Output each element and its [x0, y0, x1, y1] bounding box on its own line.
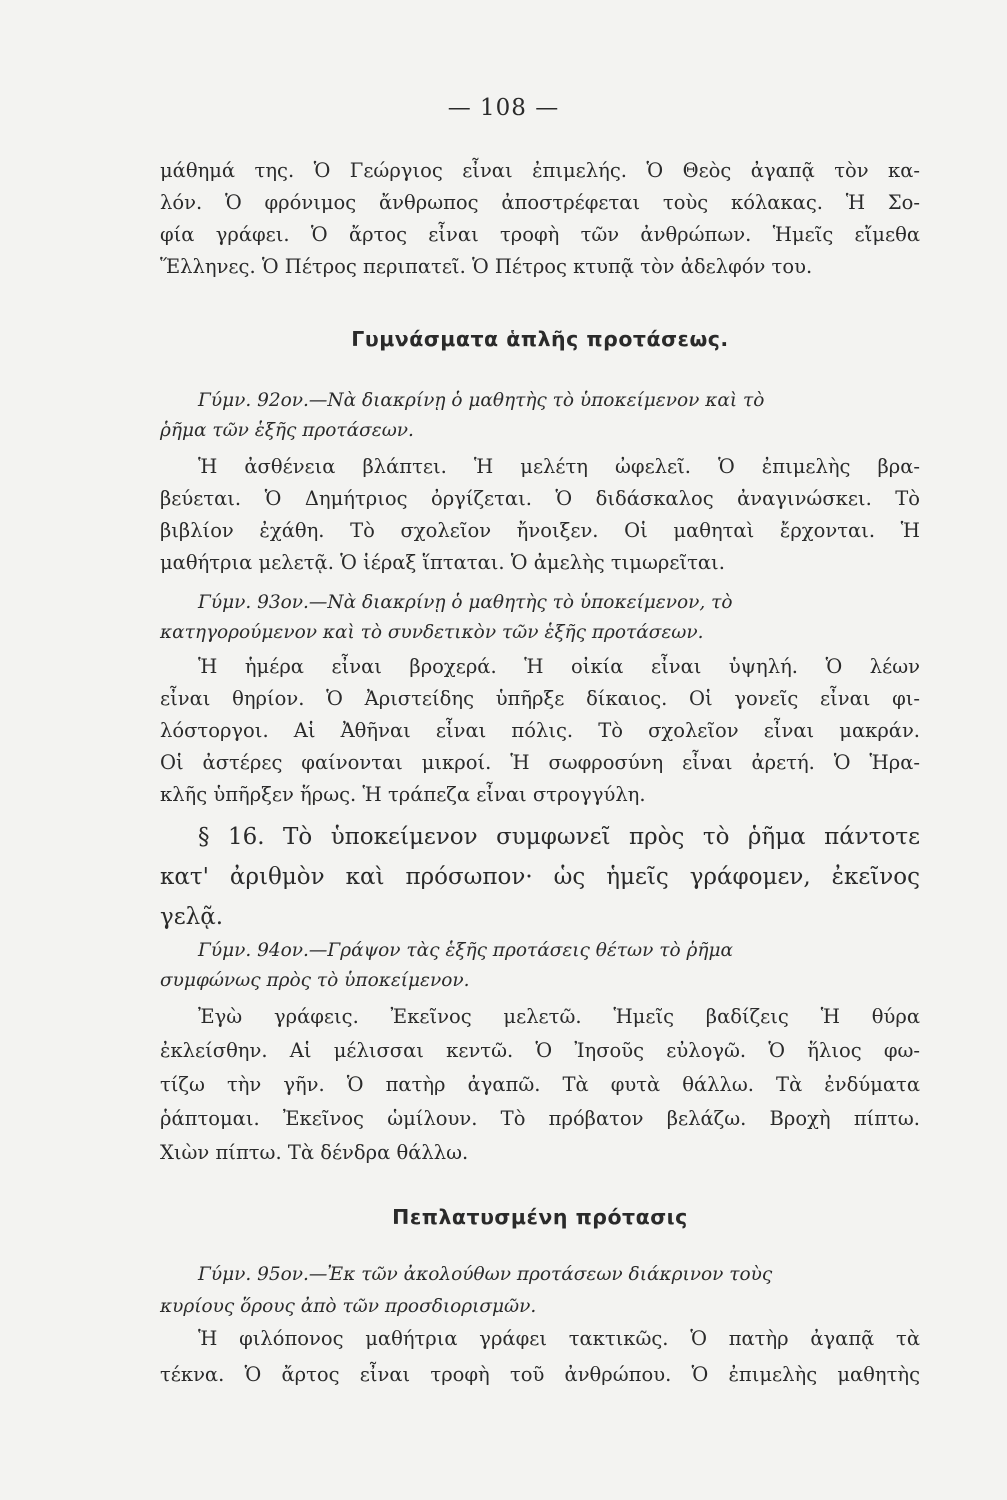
rule-line: § 16. Τὸ ὑποκείμενον συμφωνεῖ πρὸς τὸ ῥῆμα πάντοτε — [198, 824, 920, 850]
text-line: μαθήτρια μελετᾷ. Ὁ ἱέραξ ἵπταται. Ὁ ἀμελὴς τιμωρεῖται. — [160, 551, 725, 574]
section-heading: Γυμνάσματα ἁπλῆς προτάσεως. — [351, 327, 729, 351]
exercise-instruction: συμφώνως πρὸς τὸ ὑποκείμενον. — [160, 970, 470, 991]
text-line: Ἡ ἀσθένεια βλάπτει. Ἡ μελέτη ὠφελεῖ. Ὁ ἐπιμελὴς βρα- — [198, 455, 920, 478]
exercise-instruction: Γύμν. 94ον.—Γράψον τὰς ἑξῆς προτάσεις θέτων τὸ ῥῆμα — [198, 940, 734, 961]
text-line: ῥάπτομαι. Ἐκεῖνος ὡμίλουν. Τὸ πρόβατον βελάζω. Βροχὴ πίπτω. — [160, 1107, 920, 1130]
text-line: φία γράφει. Ὁ ἄρτος εἶναι τροφὴ τῶν ἀνθρώπων. Ἡμεῖς εἴμεθα — [160, 223, 920, 246]
exercise-instruction: Γύμν. 95ον.—Ἐκ τῶν ἀκολούθων προτάσεων διάκρινον τοὺς — [198, 1264, 773, 1285]
text-line: κλῆς ὑπῆρξεν ἥρως. Ἡ τράπεζα εἶναι στρογγύλη. — [160, 783, 646, 806]
text-line: Ἡ ἡμέρα εἶναι βροχερά. Ἡ οἰκία εἶναι ὑψηλή. Ὁ λέων — [198, 655, 920, 678]
text-line: Ἡ φιλόπονος μαθήτρια γράφει τακτικῶς. Ὁ πατὴρ ἀγαπᾷ τὰ — [198, 1327, 920, 1350]
text-line: ἐκλείσθην. Αἱ μέλισσαι κεντῶ. Ὁ Ἰησοῦς εὐλογῶ. Ὁ ἥλιος φω- — [160, 1039, 920, 1062]
text-line: βεύεται. Ὁ Δημήτριος ὀργίζεται. Ὁ διδάσκαλος ἀναγινώσκει. Τὸ — [160, 487, 920, 510]
text-line: Ἐγὼ γράφεις. Ἐκεῖνος μελετῶ. Ἡμεῖς βαδίζεις Ἡ θύρα — [198, 1005, 920, 1028]
text-line: εἶναι θηρίον. Ὁ Ἀριστείδης ὑπῆρξε δίκαιος. Οἱ γονεῖς εἶναι φι- — [160, 687, 920, 710]
text-line: Ἕλληνες. Ὁ Πέτρος περιπατεῖ. Ὁ Πέτρος κτυπᾷ τὸν ἀδελφόν του. — [160, 255, 813, 278]
exercise-instruction: ῥῆμα τῶν ἑξῆς προτάσεων. — [160, 420, 414, 441]
exercise-instruction: κατηγορούμενον καὶ τὸ συνδετικὸν τῶν ἑξῆς προτάσεων. — [160, 622, 704, 643]
exercise-instruction: κυρίους ὅρους ἀπὸ τῶν προσδιορισμῶν. — [160, 1296, 537, 1317]
text-line: Χιὼν πίπτω. Τὰ δένδρα θάλλω. — [160, 1141, 469, 1164]
rule-line: γελᾷ. — [160, 904, 224, 930]
rule-line: κατ' ἀριθμὸν καὶ πρόσωπον· ὡς ἡμεῖς γράφομεν, ἐκεῖνος — [160, 864, 920, 890]
text-line: τίζω τὴν γῆν. Ὁ πατὴρ ἀγαπῶ. Τὰ φυτὰ θάλλω. Τὰ ἐνδύματα — [160, 1073, 920, 1096]
text-line: βιβλίον ἐχάθη. Τὸ σχολεῖον ἤνοιξεν. Οἱ μαθηταὶ ἔρχονται. Ἡ — [160, 519, 920, 542]
text-line: λόστοργοι. Αἱ Ἀθῆναι εἶναι πόλις. Τὸ σχολεῖον εἶναι μακράν. — [160, 719, 920, 742]
page-number: — 108 — — [447, 95, 560, 121]
exercise-instruction: Γύμν. 92ον.—Νὰ διακρίνῃ ὁ μαθητὴς τὸ ὑποκείμενον καὶ τὸ — [198, 390, 765, 411]
text-line: Οἱ ἀστέρες φαίνονται μικροί. Ἡ σωφροσύνη εἶναι ἀρετή. Ὁ Ἡρα- — [160, 751, 920, 774]
text-line: μάθημά της. Ὁ Γεώργιος εἶναι ἐπιμελής. Ὁ Θεὸς ἀγαπᾷ τὸν κα- — [160, 159, 920, 182]
text-line: λόν. Ὁ φρόνιμος ἄνθρωπος ἀποστρέφεται τοὺς κόλακας. Ἡ Σο- — [160, 191, 920, 214]
text-line: τέκνα. Ὁ ἄρτος εἶναι τροφὴ τοῦ ἀνθρώπου. Ὁ ἐπιμελὴς μαθητὴς — [160, 1363, 920, 1386]
exercise-instruction: Γύμν. 93ον.—Νὰ διακρίνῃ ὁ μαθητὴς τὸ ὑποκείμενον, τὸ — [198, 592, 733, 613]
section-heading: Πεπλατυσμένη πρότασις — [392, 1205, 688, 1229]
